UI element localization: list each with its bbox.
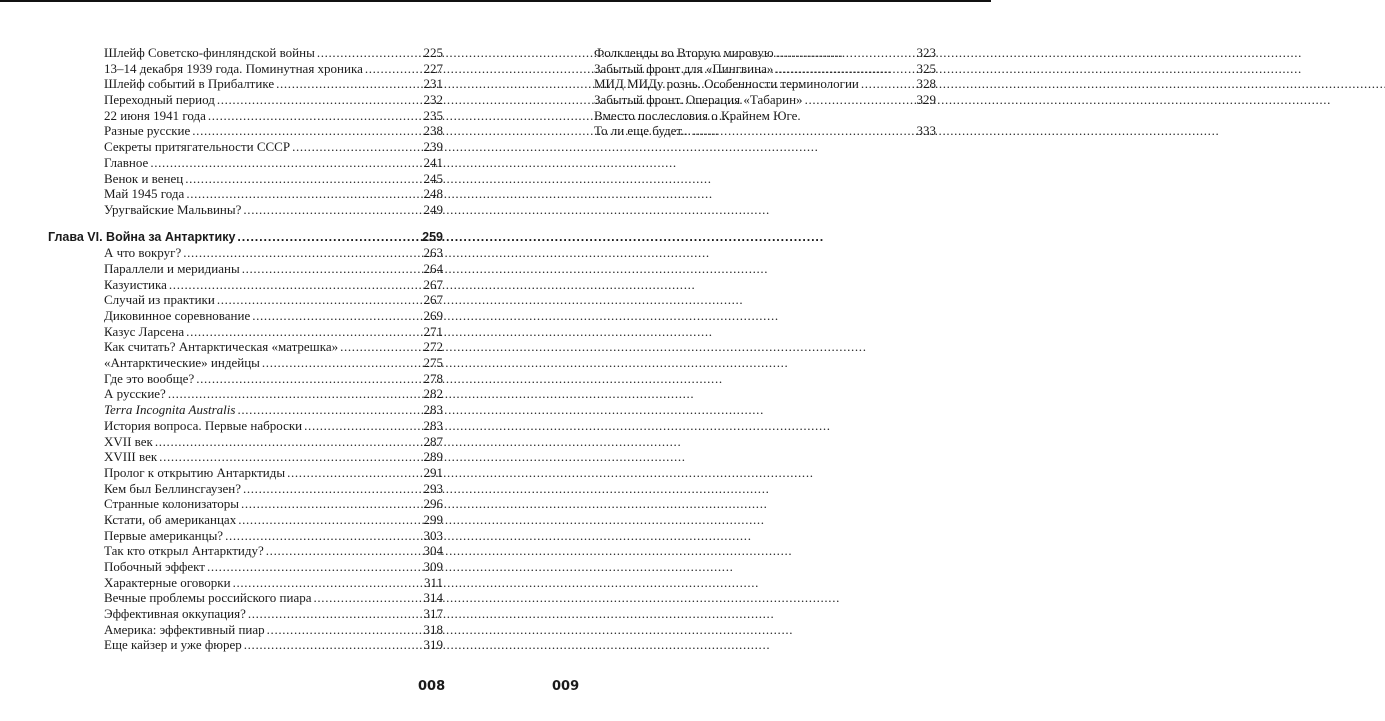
toc-entry[interactable] xyxy=(48,434,443,450)
toc-entry-page-number: 303 xyxy=(423,527,443,543)
toc-entry-title: 13–14 декабря 1939 года. Поминутная хроника xyxy=(104,60,363,76)
toc-entry[interactable] xyxy=(594,61,936,77)
toc-entry-page-number: 267 xyxy=(423,276,443,292)
toc-entry[interactable] xyxy=(48,528,443,544)
page-number-left: 008 xyxy=(418,679,446,694)
toc-entry-page-number: 227 xyxy=(423,60,443,76)
leader-dots xyxy=(262,355,422,371)
toc-entry-title: Странные колонизаторы xyxy=(104,496,239,512)
toc-entry-title: Как считать? Антарктическая «матрешка» xyxy=(104,339,339,355)
leader-dots xyxy=(776,45,915,61)
leader-dots xyxy=(155,434,422,450)
toc-entry[interactable] xyxy=(48,418,443,434)
toc-entry-title: Terra Incognita Australis xyxy=(104,402,236,418)
toc-entry-title: Эффективная оккупация? xyxy=(104,606,246,622)
leader-dots xyxy=(207,559,422,575)
leader-dots xyxy=(244,637,422,653)
leader-dots xyxy=(217,292,422,308)
leader-dots xyxy=(159,449,421,465)
leader-dots xyxy=(243,481,422,497)
toc-entry[interactable] xyxy=(48,465,443,481)
toc-entry-title: Забытый фронт. Операция «Табарин» xyxy=(594,92,803,108)
leader-dots xyxy=(287,465,421,481)
toc-entry-page-number: 239 xyxy=(423,139,443,155)
toc-entry[interactable] xyxy=(594,45,936,61)
chapter-title: Глава VI. Война за Антарктику xyxy=(48,229,236,244)
toc-entry-page-number: 304 xyxy=(423,543,443,559)
toc-entry[interactable] xyxy=(48,371,443,387)
leader-dots xyxy=(241,496,422,512)
toc-entry-title: Первые американцы? xyxy=(104,527,224,543)
leader-dots xyxy=(237,230,420,246)
toc-entry[interactable] xyxy=(48,92,443,108)
toc-entry[interactable] xyxy=(48,324,443,340)
leader-dots xyxy=(192,123,421,139)
chapter-page-number: 259 xyxy=(422,229,443,244)
toc-entry[interactable] xyxy=(48,496,443,512)
toc-entry-page-number: 231 xyxy=(423,76,443,92)
toc-entry[interactable] xyxy=(48,61,443,77)
leader-dots xyxy=(186,324,421,340)
toc-entry-page-number: 289 xyxy=(423,449,443,465)
toc-entry[interactable] xyxy=(48,355,443,371)
toc-entry[interactable] xyxy=(594,123,936,139)
toc-entry-page-number: 282 xyxy=(423,386,443,402)
leader-dots xyxy=(314,590,422,606)
top-border xyxy=(0,0,991,2)
toc-list-after-chapter xyxy=(48,245,443,653)
toc-entry-page-number: 323 xyxy=(916,45,936,60)
toc-entry-title: А русские? xyxy=(104,386,166,402)
leader-dots xyxy=(304,418,421,434)
toc-entry-title: Америка: эффективный пиар xyxy=(104,621,265,637)
leader-dots xyxy=(208,108,422,124)
toc-entry[interactable] xyxy=(48,590,443,606)
toc-entry-title: История вопроса. Первые наброски xyxy=(104,417,303,433)
toc-entry-title: «Антарктические» индейцы xyxy=(104,355,260,371)
toc-entry-page-number: 325 xyxy=(916,60,936,76)
toc-entry-title: Переходный период xyxy=(104,92,215,108)
toc-entry-page-number: 269 xyxy=(423,308,443,323)
toc-entry-title: Вместо послесловия о Крайнем Юге. xyxy=(594,107,801,123)
toc-entry[interactable] xyxy=(48,481,443,497)
toc-entry-page-number: 293 xyxy=(423,480,443,496)
toc-entry-page-number: 319 xyxy=(423,637,443,653)
leader-dots xyxy=(233,575,422,591)
leader-dots xyxy=(243,202,421,218)
toc-entry-title: МИД МИДу рознь. Особенности терминологии xyxy=(594,76,859,92)
toc-entry[interactable] xyxy=(48,261,443,277)
toc-entry-title: XVIII век xyxy=(104,449,158,465)
toc-entry[interactable] xyxy=(594,108,936,124)
toc-entry-page-number: 333 xyxy=(916,123,936,139)
toc-entry-page-number: 235 xyxy=(423,107,443,123)
toc-entry[interactable] xyxy=(48,606,443,622)
toc-entry[interactable] xyxy=(594,92,936,108)
toc-entry-title: Шлейф Советско-финляндской войны xyxy=(104,45,315,60)
toc-entry-page-number: 278 xyxy=(423,370,443,386)
toc-entry-title: Фолкленды во Вторую мировую xyxy=(594,45,774,60)
toc-entry-title: Забытый фронт для «Пингвина» xyxy=(594,60,774,76)
right-page-toc xyxy=(594,45,936,139)
toc-entry[interactable] xyxy=(48,622,443,638)
leader-dots xyxy=(861,76,915,92)
chapter-spacer xyxy=(48,218,443,230)
toc-entry-title: Пролог к открытию Антарктиды xyxy=(104,464,286,480)
toc-entry-title: Разные русские xyxy=(104,123,191,139)
toc-entry[interactable] xyxy=(48,512,443,528)
leader-dots xyxy=(185,171,421,187)
leader-dots xyxy=(693,123,915,139)
toc-list-before-chapter xyxy=(48,45,443,218)
toc-entry-title: Параллели и меридианы xyxy=(104,260,240,276)
toc-entry-page-number: 263 xyxy=(423,245,443,261)
toc-entry-title: Побочный эффект xyxy=(104,559,205,574)
toc-entry[interactable] xyxy=(48,245,443,261)
leader-dots xyxy=(248,606,422,622)
leader-dots xyxy=(150,155,421,171)
leader-dots xyxy=(365,61,422,77)
toc-entry[interactable] xyxy=(48,45,443,61)
toc-entry-page-number: 267 xyxy=(423,292,443,308)
toc-entry[interactable] xyxy=(48,123,443,139)
toc-entry[interactable] xyxy=(48,637,443,653)
toc-entry[interactable] xyxy=(48,277,443,293)
toc-entry-title: Секреты притягательности СССР xyxy=(104,139,291,155)
toc-entry-title: А что вокруг? xyxy=(104,245,182,261)
toc-entry-page-number: 296 xyxy=(423,496,443,512)
toc-entry-title: Казус Ларсена xyxy=(104,323,185,339)
left-page-toc xyxy=(48,45,443,653)
toc-entry-page-number: 328 xyxy=(916,76,936,92)
toc-entry-page-number: 245 xyxy=(423,170,443,186)
toc-entry-page-number: 248 xyxy=(423,186,443,202)
leader-dots xyxy=(267,622,422,638)
toc-entry-title: Главное xyxy=(104,154,149,170)
page-number-right: 009 xyxy=(552,679,580,694)
toc-entry-page-number: 311 xyxy=(423,574,443,590)
toc-entry-title: XVII век xyxy=(104,433,153,449)
toc-entry-page-number: 232 xyxy=(423,92,443,108)
toc-entry-page-number: 309 xyxy=(423,559,443,574)
toc-entry-title: Диковинное соревнование xyxy=(104,308,251,323)
toc-entry-page-number: 283 xyxy=(423,402,443,418)
leader-dots xyxy=(252,308,421,324)
toc-entry-page-number: 225 xyxy=(423,45,443,60)
leader-dots xyxy=(196,371,421,387)
toc-entry-page-number: 329 xyxy=(916,92,936,108)
toc-entry-page-number: 314 xyxy=(423,590,443,606)
leader-dots xyxy=(317,45,422,61)
leader-dots xyxy=(242,261,422,277)
toc-entry-title: Казуистика xyxy=(104,276,167,292)
leader-dots xyxy=(775,61,914,77)
leader-dots xyxy=(217,92,422,108)
leader-dots xyxy=(169,277,422,293)
toc-entry[interactable] xyxy=(48,449,443,465)
toc-list-right xyxy=(594,45,936,139)
toc-entry-page-number: 249 xyxy=(423,201,443,217)
toc-entry-title: Еще кайзер и уже фюрер xyxy=(104,637,242,653)
toc-entry[interactable] xyxy=(48,402,443,418)
leader-dots xyxy=(186,186,421,202)
leader-dots xyxy=(168,386,422,402)
toc-entry-title: Кем был Беллинсгаузен? xyxy=(104,480,241,496)
toc-entry-title: 22 июня 1941 года xyxy=(104,107,206,123)
toc-entry-title: Характерные оговорки xyxy=(104,574,231,590)
leader-dots xyxy=(276,76,421,92)
chapter-heading[interactable] xyxy=(48,230,443,246)
toc-entry[interactable] xyxy=(48,171,443,187)
toc-entry-title: Так кто открыл Антарктиду? xyxy=(104,543,264,559)
toc-entry[interactable] xyxy=(48,155,443,171)
toc-entry[interactable] xyxy=(48,139,443,155)
toc-entry[interactable] xyxy=(594,76,936,92)
toc-entry-page-number: 238 xyxy=(423,123,443,139)
toc-entry[interactable] xyxy=(48,543,443,559)
leader-dots xyxy=(238,512,421,528)
toc-entry-page-number: 272 xyxy=(423,339,443,355)
toc-entry-title: Уругвайские Мальвины? xyxy=(104,201,242,217)
toc-entry-title: Кстати, об американцах xyxy=(104,511,237,527)
leader-dots xyxy=(237,402,421,418)
toc-entry[interactable] xyxy=(48,386,443,402)
toc-entry-page-number: 241 xyxy=(423,154,443,170)
leader-dots xyxy=(292,139,421,155)
toc-entry[interactable] xyxy=(48,575,443,591)
toc-entry[interactable] xyxy=(48,76,443,92)
toc-entry-title: Венок и венец xyxy=(104,170,184,186)
toc-entry-title: Где это вообще? xyxy=(104,370,195,386)
toc-entry[interactable] xyxy=(48,202,443,218)
toc-entry-title: Случай из практики xyxy=(104,292,215,308)
toc-entry-title: Вечные проблемы российского пиара xyxy=(104,590,312,606)
toc-entry-page-number: 275 xyxy=(423,355,443,371)
toc-entry-page-number: 317 xyxy=(423,606,443,622)
leader-dots xyxy=(266,543,422,559)
leader-dots xyxy=(225,528,421,544)
toc-entry-page-number: 299 xyxy=(423,511,443,527)
toc-entry[interactable] xyxy=(48,108,443,124)
toc-entry[interactable] xyxy=(48,339,443,355)
toc-entry-title: Шлейф событий в Прибалтике xyxy=(104,76,275,92)
toc-entry-page-number: 264 xyxy=(423,260,443,276)
toc-entry-page-number: 271 xyxy=(423,323,443,339)
toc-entry-page-number: 283 xyxy=(423,417,443,433)
leader-dots xyxy=(805,92,915,108)
toc-entry-page-number: 318 xyxy=(423,621,443,637)
toc-entry-page-number: 291 xyxy=(423,464,443,480)
leader-dots xyxy=(340,339,421,355)
toc-entry-title: Май 1945 года xyxy=(104,186,185,202)
toc-entry[interactable] xyxy=(48,186,443,202)
toc-entry[interactable] xyxy=(48,292,443,308)
toc-entry-page-number: 287 xyxy=(423,433,443,449)
toc-entry[interactable] xyxy=(48,308,443,324)
toc-entry-title: То ли еще будет... xyxy=(594,123,691,139)
leader-dots xyxy=(183,245,421,261)
toc-entry[interactable] xyxy=(48,559,443,575)
